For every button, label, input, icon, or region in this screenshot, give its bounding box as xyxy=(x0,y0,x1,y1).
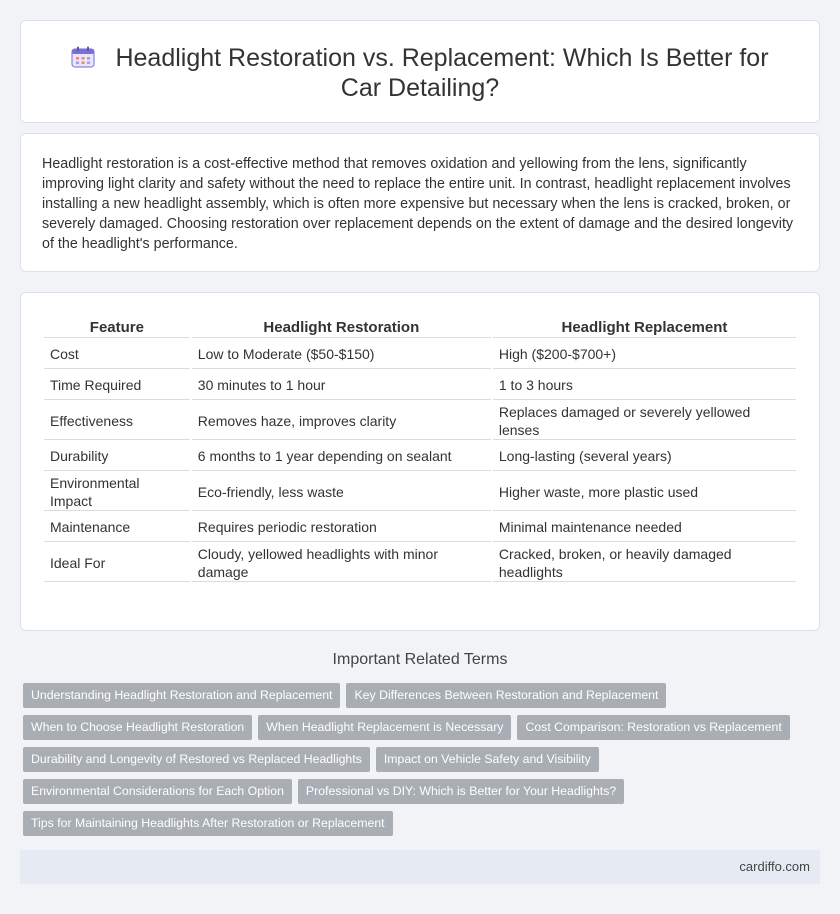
page-title-wrap xyxy=(61,43,779,103)
related-term-tag[interactable]: Tips for Maintaining Headlights After Restoration or Replacement xyxy=(23,811,393,836)
table-cell: High ($200-$700+) xyxy=(493,340,796,369)
column-header-feature: Feature xyxy=(44,317,190,338)
related-term-tag[interactable]: Key Differences Between Restoration and Replacement xyxy=(346,683,666,708)
related-terms-tags xyxy=(23,683,813,843)
column-header-restoration: Headlight Restoration xyxy=(192,317,491,338)
comparison-table-card xyxy=(20,292,820,631)
footer-site-link[interactable]: cardiffo.com xyxy=(739,859,810,874)
table-cell: Low to Moderate ($50-$150) xyxy=(192,340,491,369)
column-header-replacement: Headlight Replacement xyxy=(493,317,796,338)
table-cell: Removes haze, improves clarity xyxy=(192,402,491,440)
table-cell: Cloudy, yellowed headlights with minor damage xyxy=(192,544,491,582)
table-cell: 1 to 3 hours xyxy=(493,371,796,400)
page-title: Headlight Restoration vs. Replacement: Which Is Better for Car Detailing? xyxy=(115,44,769,102)
table-cell: Environmental Impact xyxy=(44,473,190,511)
table-cell: Cost xyxy=(44,340,190,369)
related-term-tag[interactable]: Professional vs DIY: Which is Better for Your Headlights? xyxy=(298,779,624,804)
related-term-tag[interactable]: Understanding Headlight Restoration and Replacement xyxy=(23,683,340,708)
related-term-tag[interactable]: Cost Comparison: Restoration vs Replacement xyxy=(517,715,789,740)
table-cell: Cracked, broken, or heavily damaged headlights xyxy=(493,544,796,582)
related-terms-heading: Important Related Terms xyxy=(332,651,508,668)
related-term-tag[interactable]: When Headlight Replacement is Necessary xyxy=(258,715,511,740)
table-row xyxy=(44,371,796,400)
table-cell: 6 months to 1 year depending on sealant xyxy=(192,442,491,471)
table-cell: Minimal maintenance needed xyxy=(493,513,796,542)
table-row xyxy=(44,513,796,542)
table-cell: Time Required xyxy=(44,371,190,400)
table-cell: Requires periodic restoration xyxy=(192,513,491,542)
table-cell: Higher waste, more plastic used xyxy=(493,473,796,511)
table-row xyxy=(44,402,796,440)
table-header-row xyxy=(44,317,796,338)
related-term-tag[interactable]: Impact on Vehicle Safety and Visibility xyxy=(376,747,599,772)
table-row xyxy=(44,473,796,511)
comparison-table xyxy=(42,315,798,584)
related-term-tag[interactable]: When to Choose Headlight Restoration xyxy=(23,715,252,740)
intro-paragraph: Headlight restoration is a cost-effective method that removes oxidation and yellowing from the lens, significantly improving light clarity and safety without the need to replace the entire unit. In contrast, headlight replacement involves installing a new headlight assembly, which is often more expensive but necessary when the lens is cracked, broken, or severely damaged. Choosing restoration over replacement depends on the extent of damage and the desired longevity of the headlight's performance. xyxy=(42,156,794,252)
table-cell: Durability xyxy=(44,442,190,471)
related-term-tag[interactable]: Environmental Considerations for Each Option xyxy=(23,779,292,804)
table-cell: 30 minutes to 1 hour xyxy=(192,371,491,400)
table-cell: Long-lasting (several years) xyxy=(493,442,796,471)
intro-card xyxy=(20,133,820,272)
table-cell: Ideal For xyxy=(44,544,190,582)
table-row xyxy=(44,442,796,471)
table-cell: Effectiveness xyxy=(44,402,190,440)
table-row xyxy=(44,544,796,582)
calendar-icon xyxy=(71,45,95,67)
table-cell: Maintenance xyxy=(44,513,190,542)
table-cell: Eco-friendly, less waste xyxy=(192,473,491,511)
related-term-tag[interactable]: Durability and Longevity of Restored vs Replaced Headlights xyxy=(23,747,370,772)
table-row xyxy=(44,340,796,369)
footer xyxy=(20,850,820,884)
table-cell: Replaces damaged or severely yellowed lenses xyxy=(493,402,796,440)
header-card xyxy=(20,20,820,123)
